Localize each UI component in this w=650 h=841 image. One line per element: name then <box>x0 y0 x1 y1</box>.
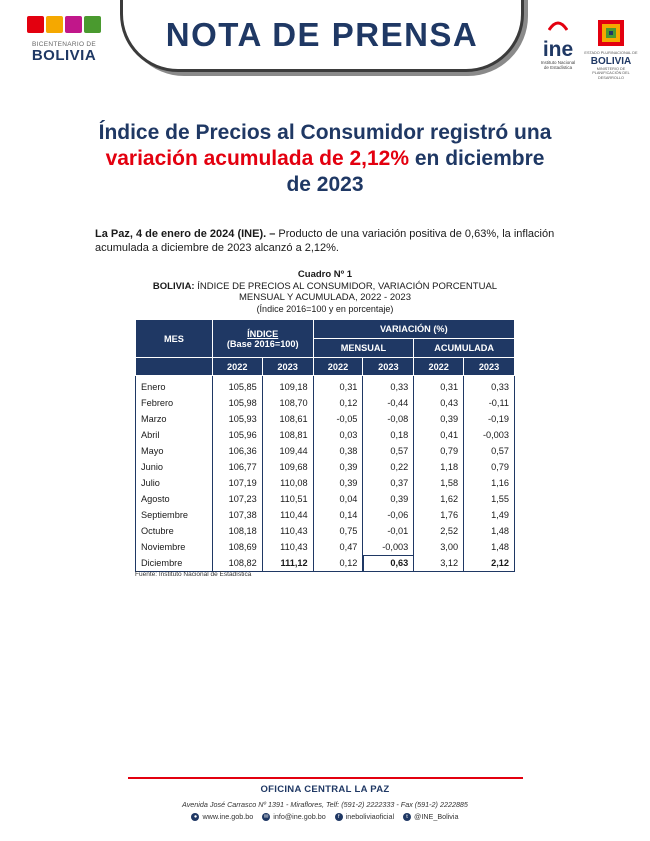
table-row <box>136 376 515 396</box>
cell-i22: 106,36 <box>212 443 262 459</box>
year-header: 2022 <box>313 358 363 376</box>
cell-i22: 108,18 <box>212 523 262 539</box>
cell-m23: 0,22 <box>363 459 414 475</box>
twitter-link[interactable] <box>403 812 458 821</box>
banner <box>120 0 528 80</box>
cell-a22: 1,18 <box>414 459 464 475</box>
cell-m22: 0,31 <box>313 376 363 396</box>
cell-a23: 0,79 <box>464 459 515 475</box>
footer-address: Avenida José Carrasco Nº 1391 - Miraflores, Telf: (591-2) 2222333 - Fax (591-2) 2222885 <box>182 800 468 809</box>
email-link[interactable] <box>262 812 325 821</box>
bicentenario-logo <box>18 16 110 78</box>
cell-i23: 110,43 <box>262 539 313 555</box>
cell-a23: 1,16 <box>464 475 515 491</box>
gov-logo <box>583 20 639 82</box>
lead-dateline: La Paz, 4 de enero de 2024 (INE). – <box>95 228 276 240</box>
cell-m22: 0,12 <box>313 395 363 411</box>
title-part3: de 2023 <box>286 173 364 196</box>
cell-a22: 0,43 <box>414 395 464 411</box>
wiphala-icon <box>598 20 624 46</box>
website-text: www.ine.gob.bo <box>202 812 254 821</box>
cell-i22: 107,23 <box>212 491 262 507</box>
cell-mes: Agosto <box>136 491 213 507</box>
lead-text: Producto de una variación positiva de 0,63%, la inflación acumulada a diciembre de 2023 alcanzó a 2,12%. <box>95 228 555 254</box>
cell-i23: 109,68 <box>262 459 313 475</box>
col-indice-title: ÍNDICE <box>247 328 279 339</box>
banner-frame <box>120 0 524 72</box>
cell-m23: -0,06 <box>363 507 414 523</box>
table-row <box>136 555 515 572</box>
cell-a23: -0,003 <box>464 427 515 443</box>
email-text: info@ine.gob.bo <box>273 812 326 821</box>
ine-arc-icon <box>548 19 568 31</box>
cell-m23: 0,63 <box>363 555 414 572</box>
cell-m22: 0,03 <box>313 427 363 443</box>
facebook-text: ineboliviaoficial <box>345 812 395 821</box>
cell-mes: Marzo <box>136 411 213 427</box>
cell-mes: Febrero <box>136 395 213 411</box>
title-part2: en diciembre <box>409 147 545 170</box>
twitter-icon: t <box>403 813 411 821</box>
facebook-link[interactable] <box>335 812 394 821</box>
cell-i23: 110,08 <box>262 475 313 491</box>
cell-a23: 1,48 <box>464 539 515 555</box>
col-variacion: VARIACIÓN (%) <box>313 320 514 339</box>
cell-i23: 110,51 <box>262 491 313 507</box>
cell-mes: Septiembre <box>136 507 213 523</box>
bicentenario-main: BOLIVIA <box>31 47 97 64</box>
cell-m23: -0,003 <box>363 539 414 555</box>
year-header: 2023 <box>262 358 313 376</box>
cell-m22: 0,39 <box>313 475 363 491</box>
cell-mes: Mayo <box>136 443 213 459</box>
footer-title: OFICINA CENTRAL LA PAZ <box>260 784 390 795</box>
cell-a23: -0,19 <box>464 411 515 427</box>
col-indice <box>212 320 313 358</box>
globe-icon: ● <box>191 813 199 821</box>
cell-m22: 0,14 <box>313 507 363 523</box>
cell-a22: 1,76 <box>414 507 464 523</box>
table-row <box>136 443 515 459</box>
year-header: 2023 <box>464 358 515 376</box>
cell-mes: Diciembre <box>136 555 213 572</box>
gov-sub2: PLANIFICACIÓN DEL DESARROLLO <box>592 71 630 80</box>
table-row <box>136 507 515 523</box>
cell-i22: 108,69 <box>212 539 262 555</box>
col-acumulada: ACUMULADA <box>414 339 515 358</box>
bicentenario-tiles <box>18 16 110 33</box>
cell-m22: 0,12 <box>313 555 363 572</box>
col-mes: MES <box>136 320 213 358</box>
cell-a22: 3,00 <box>414 539 464 555</box>
table-row <box>136 475 515 491</box>
table-title <box>135 281 515 293</box>
table-title-bold: BOLIVIA: <box>152 280 195 292</box>
table-row <box>136 523 515 539</box>
facebook-icon: f <box>335 813 343 821</box>
ine-word: ine <box>542 38 574 61</box>
cell-a23: 0,57 <box>464 443 515 459</box>
cell-mes: Julio <box>136 475 213 491</box>
table-row <box>136 459 515 475</box>
ine-logo <box>536 18 580 80</box>
cell-m22: 0,39 <box>313 459 363 475</box>
table-title-text: ÍNDICE DE PRECIOS AL CONSUMIDOR, VARIACIÓN PORCENTUAL <box>194 280 498 292</box>
header <box>0 0 650 95</box>
table-caption <box>135 269 515 315</box>
bicentenario-subtitle: BICENTENARIO DE <box>31 41 97 48</box>
cell-i22: 105,96 <box>212 427 262 443</box>
gov-sub1: MINISTERIO DE <box>596 66 626 71</box>
cell-a22: 0,39 <box>414 411 464 427</box>
tile-green <box>84 16 101 33</box>
gov-main: BOLIVIA <box>590 55 632 67</box>
table-base: (Índice 2016=100 y en porcentaje) <box>256 303 394 314</box>
title-part1: Índice de Precios al Consumidor registró una <box>98 121 552 144</box>
cell-i22: 107,19 <box>212 475 262 491</box>
cell-m23: 0,18 <box>363 427 414 443</box>
cell-i23: 108,61 <box>262 411 313 427</box>
cell-mes: Abril <box>136 427 213 443</box>
cell-a22: 3,12 <box>414 555 464 572</box>
footer-links <box>0 812 650 821</box>
tile-red <box>27 16 44 33</box>
ine-sub2: de Estadística <box>543 65 573 70</box>
table-title-line2: MENSUAL Y ACUMULADA, 2022 - 2023 <box>239 292 411 303</box>
title-red: variación acumulada de 2,12% <box>105 147 410 170</box>
footer-divider <box>128 777 523 779</box>
tile-magenta <box>65 16 82 33</box>
cell-m22: 0,75 <box>313 523 363 539</box>
cell-a22: 0,31 <box>414 376 464 396</box>
lead-paragraph <box>95 227 565 255</box>
table-body <box>136 376 515 572</box>
table-row <box>136 491 515 507</box>
cell-m23: 0,37 <box>363 475 414 491</box>
cell-i23: 109,44 <box>262 443 313 459</box>
cell-i23: 108,81 <box>262 427 313 443</box>
cell-a23: -0,11 <box>464 395 515 411</box>
table-source: Fuente: Instituto Nacional de Estadística <box>135 571 252 578</box>
year-header: 2022 <box>212 358 262 376</box>
cell-i23: 109,18 <box>262 376 313 396</box>
cell-a22: 1,62 <box>414 491 464 507</box>
mail-icon: ✉ <box>263 813 269 820</box>
cell-i22: 107,38 <box>212 507 262 523</box>
cell-mes: Enero <box>136 376 213 396</box>
cell-a23: 1,55 <box>464 491 515 507</box>
cell-mes: Octubre <box>136 523 213 539</box>
cell-i22: 106,77 <box>212 459 262 475</box>
cell-i23: 110,43 <box>262 523 313 539</box>
banner-title: NOTA DE PRENSA <box>165 15 479 53</box>
col-mensual: MENSUAL <box>313 339 414 358</box>
table-row <box>136 411 515 427</box>
col-blank <box>136 358 213 376</box>
cell-i22: 108,82 <box>212 555 262 572</box>
cell-m22: 0,47 <box>313 539 363 555</box>
cell-m23: 0,57 <box>363 443 414 459</box>
table-number: Cuadro Nº 1 <box>297 269 353 280</box>
cell-m22: -0,05 <box>313 411 363 427</box>
year-header: 2023 <box>363 358 414 376</box>
cell-a22: 0,79 <box>414 443 464 459</box>
article-title <box>60 120 590 198</box>
cell-a22: 2,52 <box>414 523 464 539</box>
cell-i22: 105,85 <box>212 376 262 396</box>
cell-a23: 1,48 <box>464 523 515 539</box>
table-row <box>136 427 515 443</box>
cell-m23: -0,44 <box>363 395 414 411</box>
cell-i23: 111,12 <box>262 555 313 572</box>
cell-a23: 1,49 <box>464 507 515 523</box>
cell-m22: 0,04 <box>313 491 363 507</box>
table-row <box>136 539 515 555</box>
cell-m23: 0,39 <box>363 491 414 507</box>
table-row <box>136 395 515 411</box>
col-indice-base: (Base 2016=100) <box>226 338 299 349</box>
year-header: 2022 <box>414 358 464 376</box>
cell-m23: -0,01 <box>363 523 414 539</box>
cell-i23: 110,44 <box>262 507 313 523</box>
tile-yellow <box>46 16 63 33</box>
cell-m22: 0,38 <box>313 443 363 459</box>
cell-a23: 2,12 <box>464 555 515 572</box>
cell-i22: 105,98 <box>212 395 262 411</box>
cell-a22: 0,41 <box>414 427 464 443</box>
ine-sub1: Instituto Nacional <box>540 60 576 65</box>
twitter-text: @INE_Bolivia <box>414 812 459 821</box>
cell-i22: 105,93 <box>212 411 262 427</box>
gov-top: ESTADO PLURINACIONAL DE <box>584 51 638 55</box>
cell-m23: -0,08 <box>363 411 414 427</box>
ipc-table <box>135 319 515 572</box>
cell-mes: Junio <box>136 459 213 475</box>
cell-a23: 0,33 <box>464 376 515 396</box>
cell-m23: 0,33 <box>363 376 414 396</box>
cell-a22: 1,58 <box>414 475 464 491</box>
cell-i23: 108,70 <box>262 395 313 411</box>
website-link[interactable] <box>191 812 253 821</box>
cell-mes: Noviembre <box>136 539 213 555</box>
